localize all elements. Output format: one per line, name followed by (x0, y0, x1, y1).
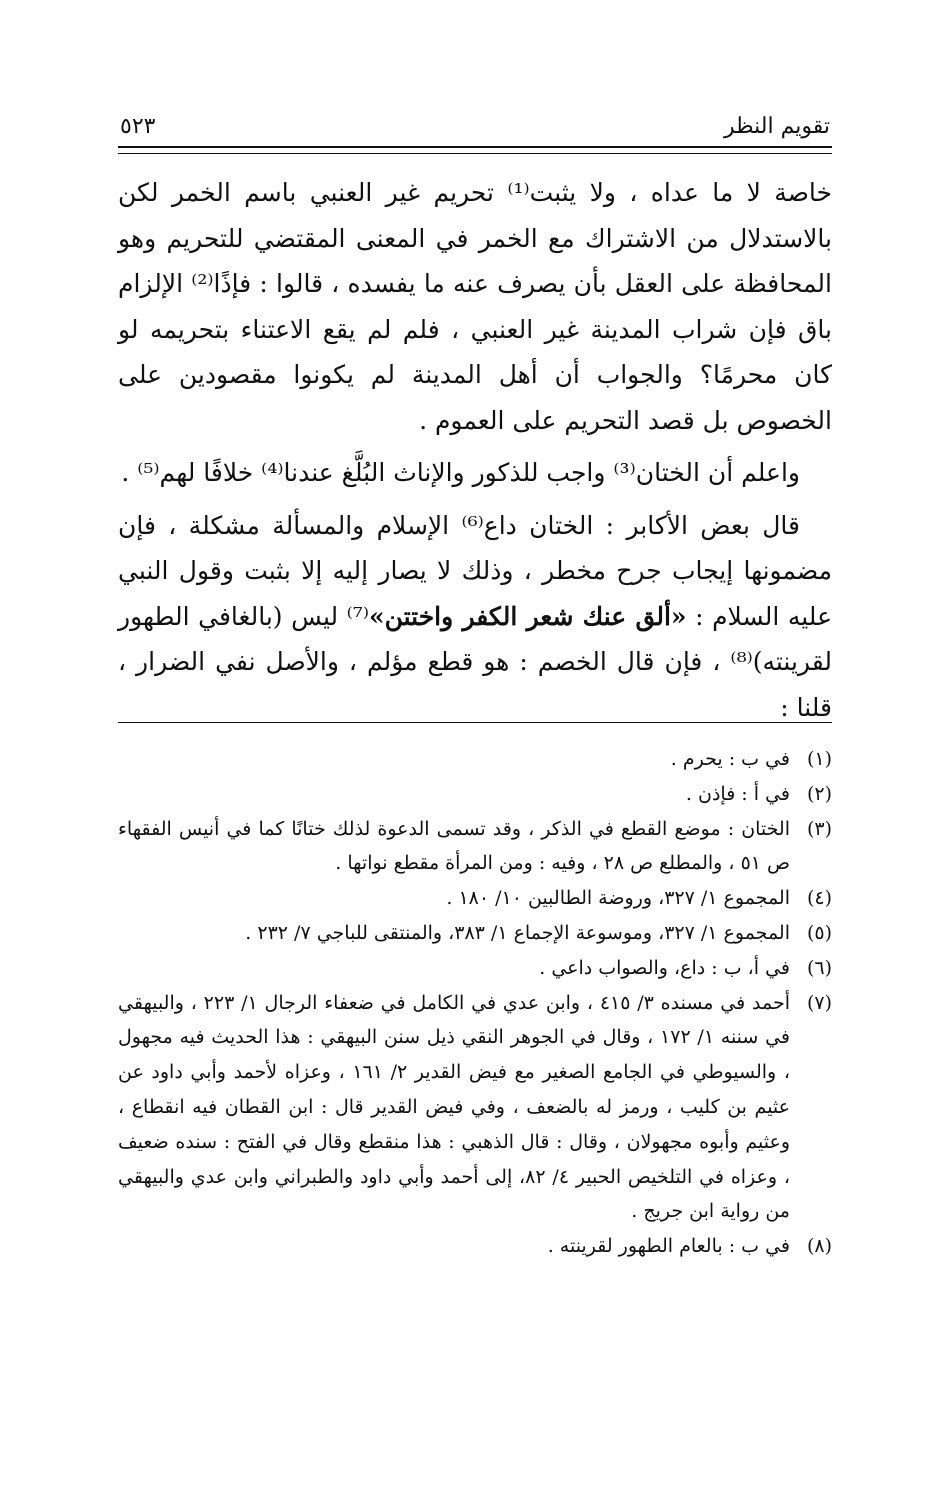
footnote-number: (٢) (806, 782, 832, 805)
header-rule (118, 146, 832, 154)
paragraph-1: خاصة لا ما عداه ، ولا يثبت⁽¹⁾ تحريم غير العنبي باسم الخمر لكن بالاستدلال من الاشتراك مع الخمر في المعنى المقتضي للتحريم وهو المحافظة على العقل بأن يصرف عنه ما يفسده ، قالوا : فإذًا⁽²⁾ الإلزام باق فإن شراب المدينة غير العنبي ، فلم لم يقع الاعتناء بتحريمه لو كان محرمًا؟ والجواب أن أهل المدينة لم يكونوا مقصودين على الخصوص بل قصد التحريم على العموم . (118, 178, 832, 435)
footnote-item (118, 777, 832, 812)
footnote-number: (٦) (806, 956, 832, 979)
footnote-item (118, 881, 832, 916)
running-header (120, 108, 830, 144)
footnote-number: (١) (806, 748, 832, 770)
footnote-item (118, 916, 832, 951)
paragraph-3 (118, 503, 832, 731)
footnote-text: الختان : موضع القطع في الذكر ، وقد تسمى الدعوة لذلك ختانًا كما في أنيس الفقهاء ص ٥١ ، والمطلع ص ٢٨ ، وفيه : ومن المرأة مقطع نواتها . (118, 817, 790, 875)
footnote-text: أحمد في مسنده ٣/ ٤١٥ ، وابن عدي في الكامل في ضعفاء الرجال ١/ ٢٢٣ ، والبيهقي في سننه ١/ ١٧٢ ، وقال في الجوهر النقي ذيل سنن البيهقي : هذا الحديث فيه مجهول ، والسيوطي في الجامع الصغير مع فيض القدير ٢/ ١٦١ ، وعزاه لأحمد وأبي داود عن عثيم بن كليب ، ورمز له بالضعف ، وفي فيض القدير قال : ابن القطان فيه انقطاع ، وعثيم وأبوه مجهولان ، وقال : قال الذهبي : هذا منقطع وقال في الفتح : سنده ضعيف ، وعزاه في التلخيص الحبير ٤/ ٨٢، إلى أحمد وأبي داود والطبراني وابن عدي والبيهقي من رواية ابن جريج . (118, 991, 790, 1223)
footnote-number: (٣) (806, 817, 832, 840)
footnote-item (118, 742, 832, 777)
footnote-number: (٨) (806, 1235, 832, 1258)
footnote-number: (٤) (806, 887, 832, 910)
footnote-text: في أ، ب : داع، والصواب داعي . (539, 956, 790, 979)
paragraph-3-continuation: ⁽⁷⁾ ليس (بالغافي الطهور لقرينته)⁽⁸⁾ ، فإن قال الخصم : هو قطع مؤلم ، والأصل نفي الضرار ، قلنا : (118, 601, 832, 722)
page-number: ٥٢٣ (120, 113, 156, 139)
footnote-text: في ب : يحرم . (670, 748, 790, 770)
footnote-number: (٥) (806, 921, 832, 944)
footnote-text: في أ : فإذن . (685, 782, 790, 805)
hadith-quote: «ألق عنك شعر الكفر واختتن» (368, 601, 687, 631)
footnote-text: المجموع ١/ ٣٢٧، وروضة الطالبين ١٠/ ١٨٠ . (446, 887, 790, 910)
footnote-text: المجموع ١/ ٣٢٧، وموسوعة الإجماع ١/ ٣٨٣، والمنتقى للباجي ٧/ ٢٣٢ . (245, 921, 790, 944)
paragraph-2: واعلم أن الختان⁽³⁾ واجب للذكور والإناث البُلَّغ عندنا⁽⁴⁾ خلافًا لهم⁽⁵⁾ . (121, 458, 800, 487)
footnote-number: (٧) (806, 991, 832, 1014)
footnote-item (118, 986, 832, 1230)
main-text (118, 170, 832, 730)
footnotes (118, 742, 832, 1264)
book-title: تقويم النظر (723, 113, 830, 139)
footnote-item (118, 1229, 832, 1264)
footnote-text: في ب : بالعام الطهور لقرينته . (547, 1235, 790, 1258)
footnote-separator (118, 722, 832, 723)
footnote-item (118, 812, 832, 882)
paragraph-3-text: قال بعض الأكابر : الختان داع⁽⁶⁾ الإسلام والمسألة مشكلة ، فإن مضمونها إيجاب جرح مخطر ، وذلك لا يصار إليه إلا بثبت وقول النبي عليه السلام : (118, 510, 833, 631)
footnote-item (118, 951, 832, 986)
